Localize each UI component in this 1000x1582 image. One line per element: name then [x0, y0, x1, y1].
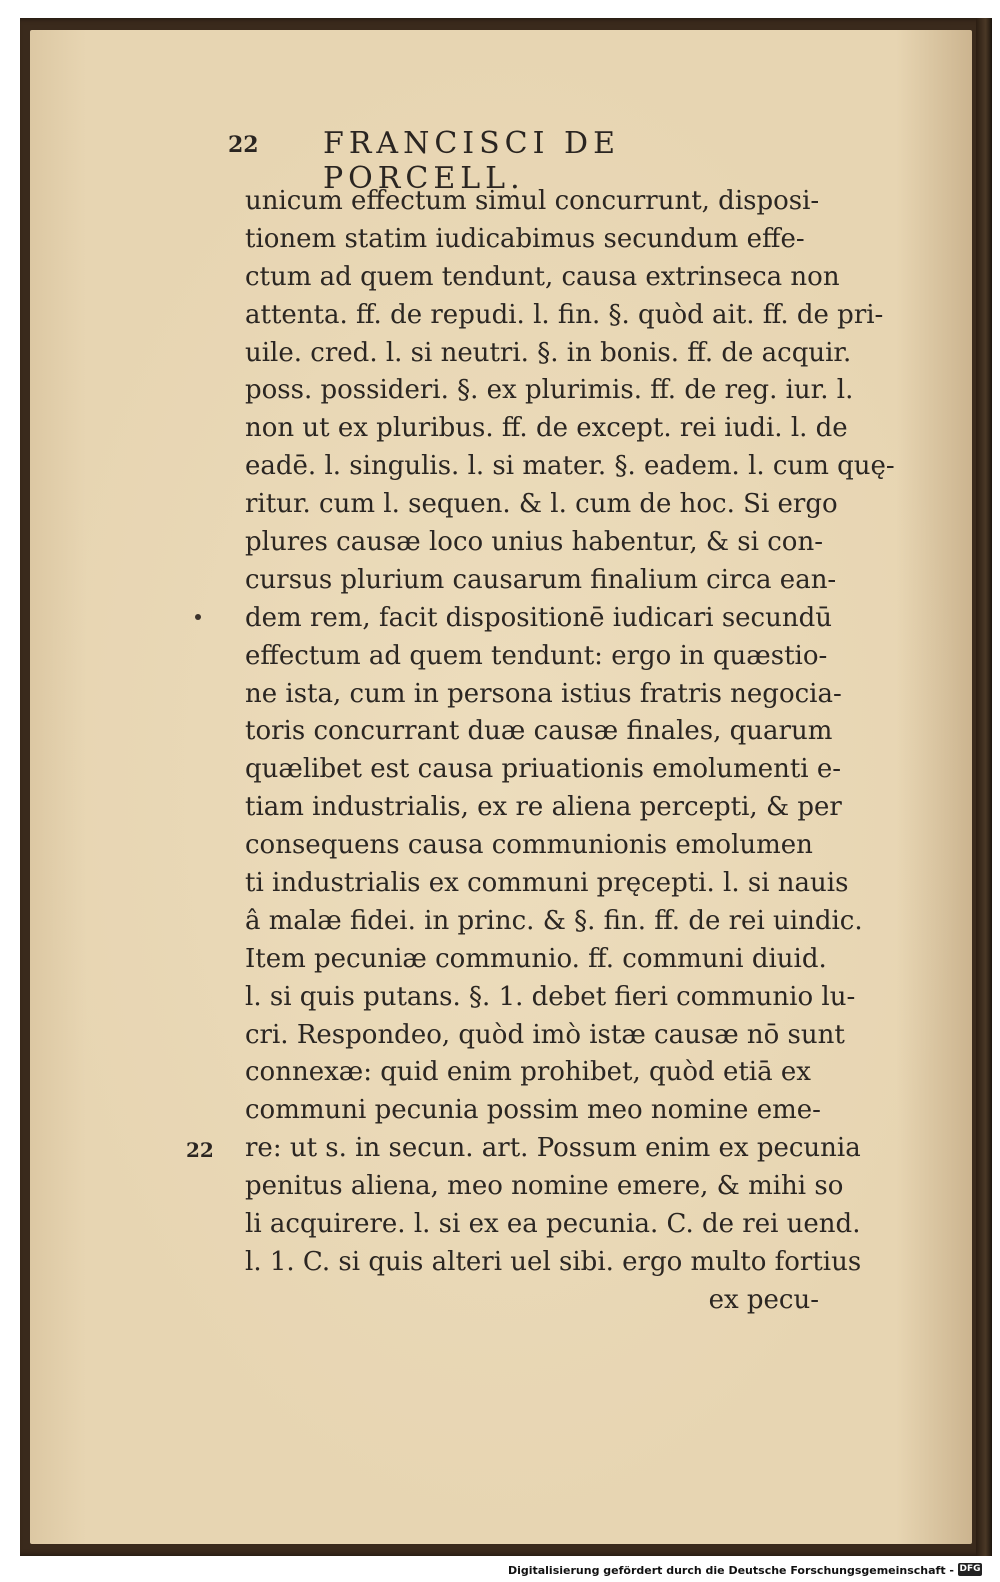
text-line: ritur. cum l. sequen. & l. cum de hoc. Si ergo [245, 489, 838, 520]
margin-dot-mark [195, 614, 201, 620]
running-head [228, 126, 828, 196]
text-line: poss. possideri. §. ex plurimis. ff. de reg. iur. l. [245, 375, 854, 406]
text-line: penitus aliena, meo nomine emere, & mihi so [245, 1171, 844, 1202]
page-number: 22 [228, 132, 259, 158]
text-line: Item pecuniæ communio. ff. communi diuid. [245, 943, 827, 974]
text-line: effectum ad quem tendunt: ergo in quæstio- [245, 640, 828, 671]
funding-credit-text: Digitalisierung gefördert durch die Deutsche Forschungsgemeinschaft - [507, 1564, 954, 1577]
text-line: ti industrialis ex communi pręcepti. l. si nauis [245, 868, 849, 899]
dfg-logo: DFG [959, 1564, 981, 1574]
text-line: eadē. l. singulis. l. si mater. §. eadem. l. cum quę- [245, 451, 895, 482]
text-line: uile. cred. l. si neutri. §. in bonis. ff. de acquir. [245, 337, 852, 368]
text-line: cursus plurium causarum finalium circa ean- [245, 564, 837, 595]
text-line: li acquirere. l. si ex ea pecunia. C. de rei uend. [245, 1209, 861, 1240]
text-line: tionem statim iudicabimus secundum effe- [245, 223, 805, 254]
footer-credit [0, 1560, 996, 1580]
text-line: connexæ: quid enim prohibet, quòd etiā ex [245, 1057, 811, 1088]
text-line: â malæ fidei. in princ. & §. fin. ff. de rei uindic. [245, 905, 863, 936]
text-line: unicum effectum simul concurrunt, disposi- [245, 186, 820, 216]
text-line: l. si quis putans. §. 1. debet fieri communio lu- [245, 981, 856, 1012]
text-line: toris concurrant duæ causæ finales, quarum [245, 716, 833, 747]
margin-note-number: 22 [186, 1138, 214, 1162]
text-line: re: ut s. in secun. art. Possum enim ex pecunia [245, 1133, 861, 1164]
text-line: l. 1. C. si quis alteri uel sibi. ergo multo fortius [245, 1246, 862, 1277]
text-line: plures causæ loco unius habentur, & si con- [245, 527, 823, 558]
text-line: cri. Respondeo, quòd imò istæ causæ nō sunt [245, 1019, 845, 1050]
text-line: communi pecunia possim meo nomine eme- [245, 1095, 821, 1126]
text-line: non ut ex pluribus. ff. de except. rei iudi. l. de [245, 413, 848, 444]
text-line: ctum ad quem tendunt, causa extrinseca non [245, 261, 840, 292]
text-line: attenta. ff. de repudi. l. fin. §. quòd ait. ff. de pri- [245, 299, 884, 330]
page-gutter [976, 18, 992, 1556]
text-line: quælibet est causa priuationis emolumenti e- [245, 754, 842, 785]
text-line: tiam industrialis, ex re aliena percepti, & per [245, 792, 842, 823]
catchword: ex pecu- [708, 1284, 819, 1315]
text-line: consequens causa communionis emolumen [245, 830, 813, 861]
text-line: ne ista, cum in persona istius fratris negocia- [245, 678, 842, 709]
body-text [245, 183, 895, 1320]
text-line: dem rem, facit dispositionē iudicari secundū [245, 602, 832, 633]
running-head-title: FRANCISCI DE PORCELL. [323, 126, 620, 196]
